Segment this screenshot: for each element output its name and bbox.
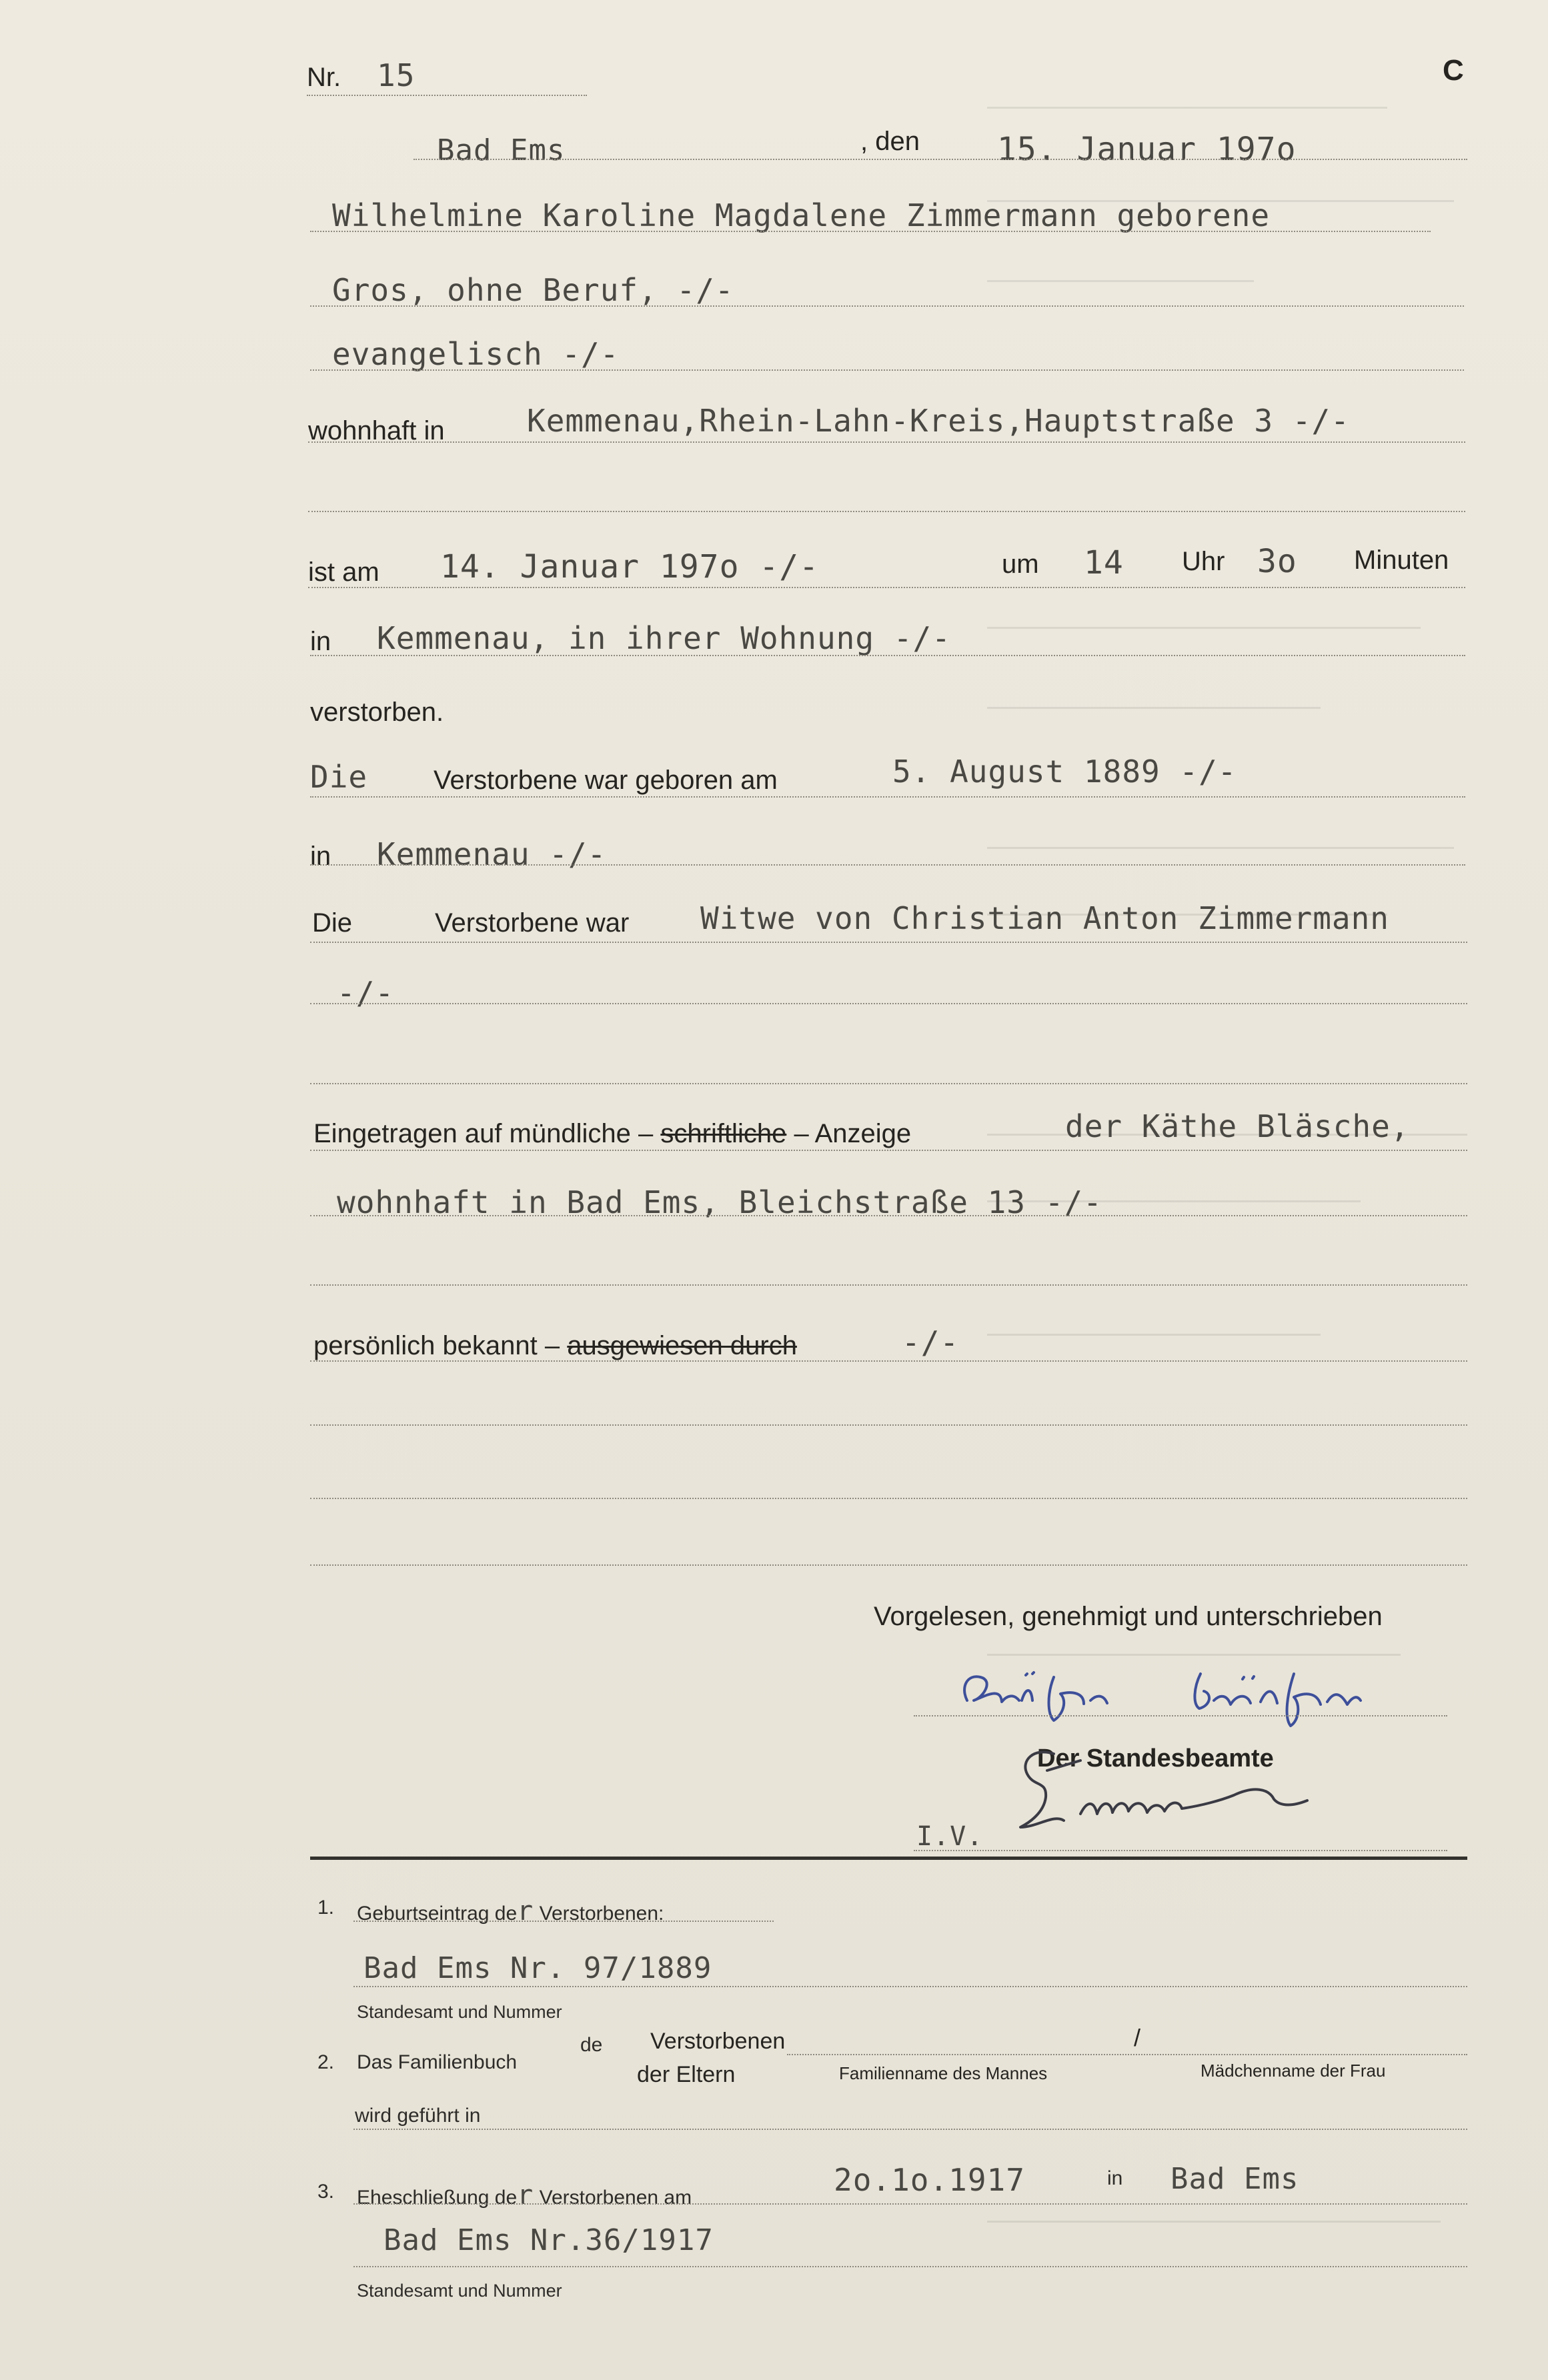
death-minute: 3o [1257, 543, 1297, 580]
item1-label: Geburtseintrag der Verstorbenen: [357, 1896, 664, 1927]
item3-sub: Standesamt und Nummer [357, 2281, 562, 2301]
item1-label-rule [353, 1921, 774, 1922]
death-hour: 14 [1084, 544, 1124, 581]
status-die-label: Die [312, 908, 353, 938]
item1-sub: Standesamt und Nummer [357, 2002, 562, 2022]
item2-option-deceased: Verstorbenen [650, 2029, 786, 2054]
item3-rule-2 [353, 2266, 1467, 2267]
deceased-name-line2: Gros, ohne Beruf, -/- [332, 272, 734, 308]
birth-place-rule [310, 864, 1465, 866]
informant-value: der Käthe Bläsche, [1065, 1108, 1410, 1144]
item2-kept-rule [353, 2129, 1467, 2130]
death-date-rule [308, 587, 1465, 588]
death-place: Kemmenau, in ihrer Wohnung -/- [377, 620, 951, 656]
read-approved-text: Vorgelesen, genehmigt und unterschrieben [874, 1602, 1383, 1631]
blank-rule-5 [310, 1498, 1467, 1499]
name-rule-2 [310, 305, 1464, 307]
residence-value: Kemmenau,Rhein-Lahn-Kreis,Hauptstraße 3 -/- [527, 403, 1350, 439]
informant-signature [947, 1647, 1427, 1734]
item2-husband-label: Familienname des Mannes [839, 2063, 1048, 2083]
marital-status-cont: -/- [337, 975, 395, 1011]
place-date-rule [414, 159, 1467, 160]
religion-rule [310, 369, 1464, 371]
birth-register-ref: Bad Ems Nr. 97/1889 [363, 1951, 712, 1985]
identity-label-struck: ausgewiesen durch [567, 1331, 797, 1360]
birth-place: Kemmenau -/- [377, 836, 607, 872]
religion-value: evangelisch -/- [332, 336, 620, 372]
item3-in: in [1107, 2167, 1123, 2189]
marriage-register-ref: Bad Ems Nr.36/1917 [383, 2223, 714, 2257]
birth-in-label: in [310, 842, 331, 871]
blank-rule-4 [310, 1424, 1467, 1426]
official-signature [1007, 1734, 1421, 1854]
residence-rule [308, 441, 1465, 443]
birth-die-prefix: Die [310, 759, 368, 795]
official-title: Der Standesbeamte [1037, 1744, 1274, 1772]
nr-label: Nr. [307, 63, 341, 92]
informant-sign-rule [914, 1715, 1447, 1716]
verstorben-label: verstorben. [310, 698, 444, 727]
item2-de: de [580, 2034, 603, 2056]
item2-maiden-label: Mädchenname der Frau [1201, 2061, 1386, 2081]
birth-date-rule [310, 796, 1465, 798]
uhr-label: Uhr [1182, 547, 1225, 576]
birth-label: Verstorbene war geboren am [434, 766, 778, 795]
entry-number: 15 [377, 57, 416, 93]
status-label: Verstorbene war [435, 908, 630, 938]
report-label: Eingetragen auf mündliche – schriftliche – Anzeige [313, 1119, 912, 1148]
nr-rule [307, 95, 587, 96]
item3-rule-1 [353, 2203, 1467, 2205]
den-label: , den [860, 127, 920, 156]
identity-label: persönlich bekannt – ausgewiesen durch [313, 1331, 797, 1360]
death-in-label: in [310, 627, 331, 656]
official-sign-rule [914, 1850, 1447, 1851]
item3-label: Eheschließung der Verstorbenen am [357, 2180, 692, 2211]
section-separator [310, 1857, 1467, 1860]
um-label: um [1002, 549, 1039, 579]
minuten-label: Minuten [1354, 545, 1449, 575]
name-rule-1 [310, 231, 1431, 232]
item1-number: 1. [317, 1897, 335, 1919]
report-rule-2 [310, 1215, 1467, 1216]
registry-place: Bad Ems [437, 133, 566, 167]
marriage-date: 2o.1o.1917 [834, 2162, 1025, 2198]
deceased-name-line1: Wilhelmine Karoline Magdalene Zimmermann geborene [332, 197, 1271, 233]
identity-rule [310, 1360, 1467, 1362]
item2-names-rule [787, 2054, 1467, 2055]
item2-label: Das Familienbuch [357, 2051, 518, 2073]
item2-kept-label: wird geführt in [355, 2105, 481, 2127]
report-rule-1 [310, 1150, 1467, 1151]
item2-slash: / [1134, 2024, 1141, 2051]
marriage-place: Bad Ems [1171, 2162, 1299, 2196]
status-rule [310, 942, 1467, 943]
birth-date: 5. August 1889 -/- [892, 754, 1237, 790]
death-date: 14. Januar 197o -/- [440, 548, 820, 585]
item1-value-rule [353, 1986, 1467, 1987]
item2-option-parents: der Eltern [637, 2062, 736, 2087]
ist-am-label: ist am [308, 557, 379, 587]
blank-rule-3 [310, 1284, 1467, 1286]
blank-rule-6 [310, 1564, 1467, 1566]
registry-date: 15. Januar 197o [997, 131, 1297, 168]
item2-number: 2. [317, 2051, 335, 2073]
status-rule-2 [310, 1003, 1467, 1004]
item3-number: 3. [317, 2181, 335, 2203]
report-label-struck: schriftliche [660, 1119, 787, 1148]
blank-rule-1 [308, 511, 1465, 512]
blank-rule-2 [310, 1083, 1467, 1084]
death-place-rule [310, 655, 1465, 656]
iv-label: I.V. [916, 1821, 984, 1852]
identity-value: -/- [902, 1324, 960, 1360]
marital-status: Witwe von Christian Anton Zimmermann [700, 900, 1389, 936]
wohnhaft-label: wohnhaft in [308, 416, 445, 445]
informant-address: wohnhaft in Bad Ems, Bleichstraße 13 -/- [337, 1184, 1102, 1220]
corner-mark: C [1443, 54, 1464, 87]
